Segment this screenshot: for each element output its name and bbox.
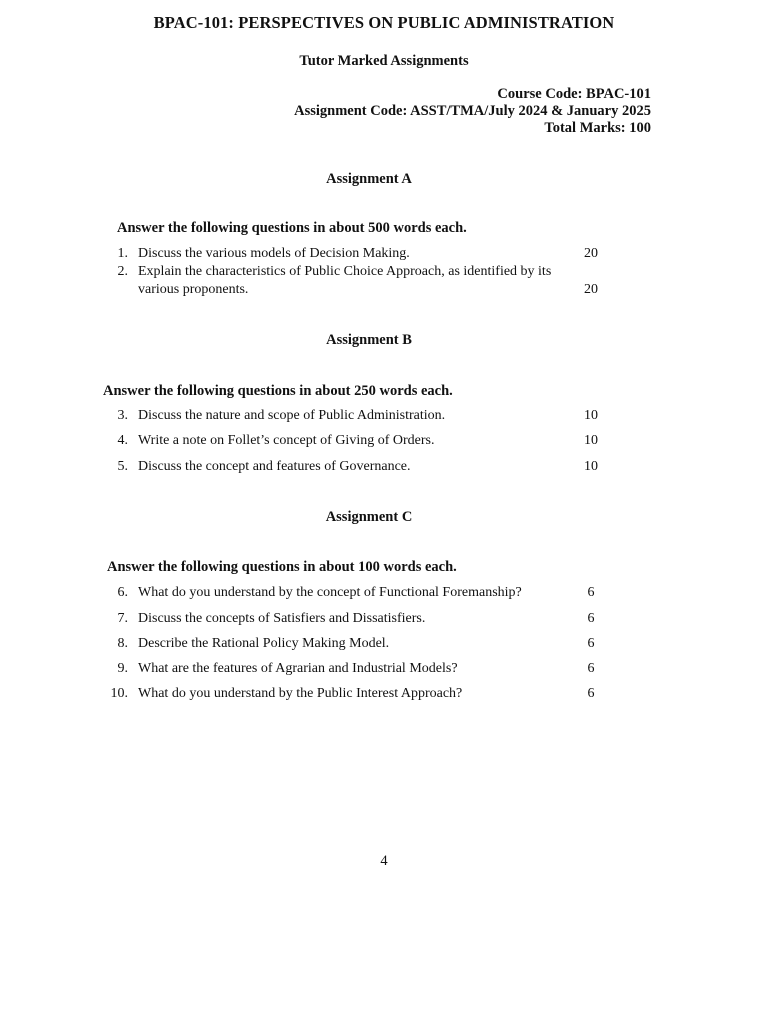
question-number: 1.: [117, 246, 128, 261]
question-text: Discuss the concepts of Satisfiers and Dissatisfiers.: [138, 611, 426, 626]
question-text: Discuss the nature and scope of Public Administration.: [138, 408, 446, 423]
question-text: Write a note on Follet’s concept of Giving of Orders.: [138, 433, 435, 448]
assignment-c-heading: Assignment C: [325, 509, 413, 525]
question-marks: 6: [587, 585, 595, 600]
document-subtitle: Tutor Marked Assignments: [299, 53, 469, 69]
question-number: 6.: [117, 585, 128, 600]
question-number: 10.: [110, 686, 128, 701]
assignment-b-heading: Assignment B: [326, 332, 412, 348]
assignment-b-instruction: Answer the following questions in about 250 words each.: [103, 383, 453, 399]
assignment-code: Assignment Code: ASST/TMA/July 2024 & January 2025: [294, 103, 651, 119]
question-number: 5.: [117, 459, 128, 474]
question-text: Describe the Rational Policy Making Model.: [138, 636, 390, 651]
question-number: 9.: [117, 661, 128, 676]
question-text: What are the features of Agrarian and Industrial Models?: [138, 661, 458, 676]
document-title: BPAC-101: PERSPECTIVES ON PUBLIC ADMINISTRATION: [153, 13, 615, 32]
page-number: 4: [380, 853, 388, 869]
question-marks: 20: [584, 246, 598, 261]
question-text: Discuss the various models of Decision Making.: [138, 246, 410, 261]
total-marks: Total Marks: 100: [544, 120, 651, 136]
question-number: 7.: [117, 611, 128, 626]
question-marks: 6: [587, 686, 595, 701]
question-text: Explain the characteristics of Public Choice Approach, as identified by its: [138, 264, 552, 279]
question-marks: 10: [584, 433, 598, 448]
question-number: 4.: [117, 433, 128, 448]
question-text: What do you understand by the concept of Functional Foremanship?: [138, 585, 522, 600]
question-marks: 10: [584, 408, 598, 423]
question-text-continued: various proponents.: [138, 282, 249, 297]
question-marks: 6: [587, 661, 595, 676]
question-number: 8.: [117, 636, 128, 651]
assignment-a-heading: Assignment A: [326, 171, 412, 187]
course-code: Course Code: BPAC-101: [497, 86, 651, 102]
question-marks: 6: [587, 611, 595, 626]
question-text: What do you understand by the Public Interest Approach?: [138, 686, 463, 701]
question-marks: 20: [584, 282, 598, 297]
question-marks: 6: [587, 636, 595, 651]
assignment-c-instruction: Answer the following questions in about 100 words each.: [107, 559, 457, 575]
question-number: 2.: [117, 264, 128, 279]
assignment-a-instruction: Answer the following questions in about 500 words each.: [117, 220, 467, 236]
question-marks: 10: [584, 459, 598, 474]
question-text: Discuss the concept and features of Governance.: [138, 459, 411, 474]
question-number: 3.: [117, 408, 128, 423]
